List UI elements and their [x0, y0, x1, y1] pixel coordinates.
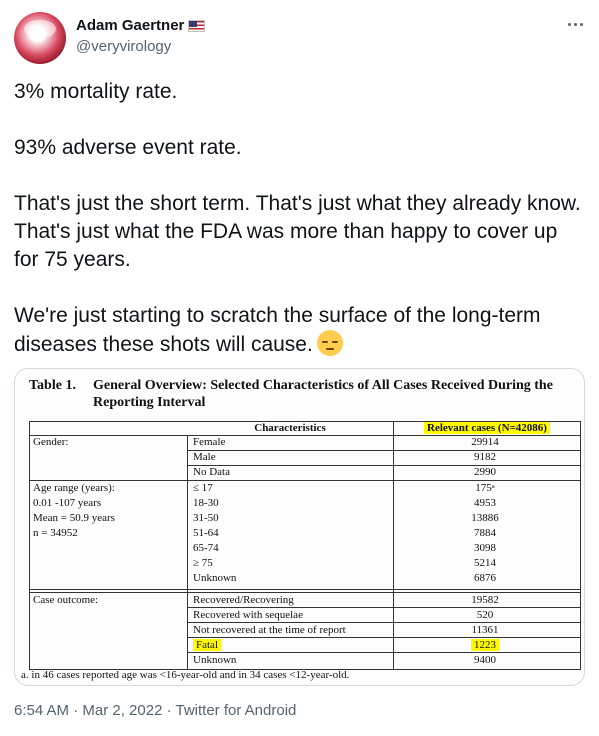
- row-label: ≤ 17: [193, 482, 213, 494]
- row-label: 51-64: [193, 527, 219, 539]
- tweet-line: That's just the short term. That's just what they already know. That's just what the FDA was more than happy to cover up for 75 years.: [14, 192, 581, 271]
- row-value: 19582: [471, 594, 499, 606]
- data-table: [29, 421, 581, 671]
- pensive-face-emoji-icon: [317, 330, 343, 356]
- column-header-characteristics: Characteristics: [254, 422, 326, 434]
- row-value: 11361: [471, 624, 499, 636]
- tweet-line: 3% mortality rate.: [14, 80, 178, 103]
- tweet-image[interactable]: [14, 368, 585, 686]
- row-value: 6876: [474, 572, 496, 584]
- row-value: 4953: [474, 497, 496, 509]
- age-note: n = 34952: [33, 527, 78, 539]
- group-label-gender: Gender:: [33, 436, 69, 448]
- row-value: 175ᵃ: [475, 482, 495, 494]
- row-label: Recovered with sequelae: [193, 609, 303, 621]
- row-label-fatal: [193, 638, 221, 653]
- age-note: 0.01 -107 years: [33, 497, 102, 509]
- column-header-cases: [393, 421, 581, 435]
- fatal-label: Fatal: [193, 639, 221, 651]
- row-value: 29914: [471, 436, 499, 448]
- row-value: 2990: [474, 466, 496, 478]
- row-value: 7884: [474, 527, 496, 539]
- row-label: 31-50: [193, 512, 219, 524]
- row-label: Not recovered at the time of report: [193, 624, 346, 636]
- author-name-row: [76, 17, 205, 34]
- row-value: 5214: [474, 557, 496, 569]
- row-value-fatal: [393, 638, 577, 653]
- row-value: 9400: [474, 654, 496, 666]
- row-label: Female: [193, 436, 226, 448]
- row-value: 9182: [474, 451, 496, 463]
- row-label: Unknown: [193, 654, 237, 666]
- table-number: Table 1.: [29, 378, 76, 393]
- row-value: 3098: [474, 542, 496, 554]
- tweet-header: [14, 12, 585, 64]
- row-label: ≥ 75: [193, 557, 213, 569]
- tweet-line: 93% adverse event rate.: [14, 136, 242, 159]
- tweet-line: We're just starting to scratch the surface of the long-term diseases these shots will cause.: [14, 304, 541, 356]
- table-title-text: General Overview: Selected Characteristics of All Cases Received During the Reporting Interval: [93, 378, 553, 410]
- us-flag-icon: [188, 20, 205, 32]
- row-label: 18-30: [193, 497, 219, 509]
- tweet-line-with-emoji: [14, 302, 584, 359]
- column-header-cases-text: Relevant cases (N=42086): [424, 422, 550, 434]
- table-title: [23, 377, 583, 411]
- row-label: Male: [193, 451, 216, 463]
- author-display-name[interactable]: Adam Gaertner: [76, 17, 185, 34]
- avatar[interactable]: [14, 12, 66, 64]
- tweet-text: [14, 78, 584, 359]
- fatal-value: 1223: [471, 639, 499, 651]
- table-footnote: a. in 46 cases reported age was <16-year-old and in 34 cases <12-year-old.: [21, 669, 350, 681]
- row-value: 520: [476, 609, 494, 621]
- row-value: 13886: [471, 512, 499, 524]
- row-label: Recovered/Recovering: [193, 594, 294, 606]
- age-note: Mean = 50.9 years: [33, 512, 115, 524]
- tweet-timestamp[interactable]: 6:54 AM · Mar 2, 2022 ·: [14, 702, 176, 719]
- row-label: 65-74: [193, 542, 219, 554]
- group-label-age: Age range (years):: [33, 482, 115, 494]
- row-label: Unknown: [193, 572, 237, 584]
- more-options-icon[interactable]: [565, 14, 585, 34]
- table-document: [23, 377, 583, 666]
- row-label: No Data: [193, 466, 230, 478]
- group-label-outcome: Case outcome:: [33, 594, 99, 606]
- author-handle[interactable]: @veryvirology: [76, 38, 172, 55]
- tweet-meta: [14, 702, 296, 719]
- tweet-source[interactable]: Twitter for Android: [175, 702, 297, 719]
